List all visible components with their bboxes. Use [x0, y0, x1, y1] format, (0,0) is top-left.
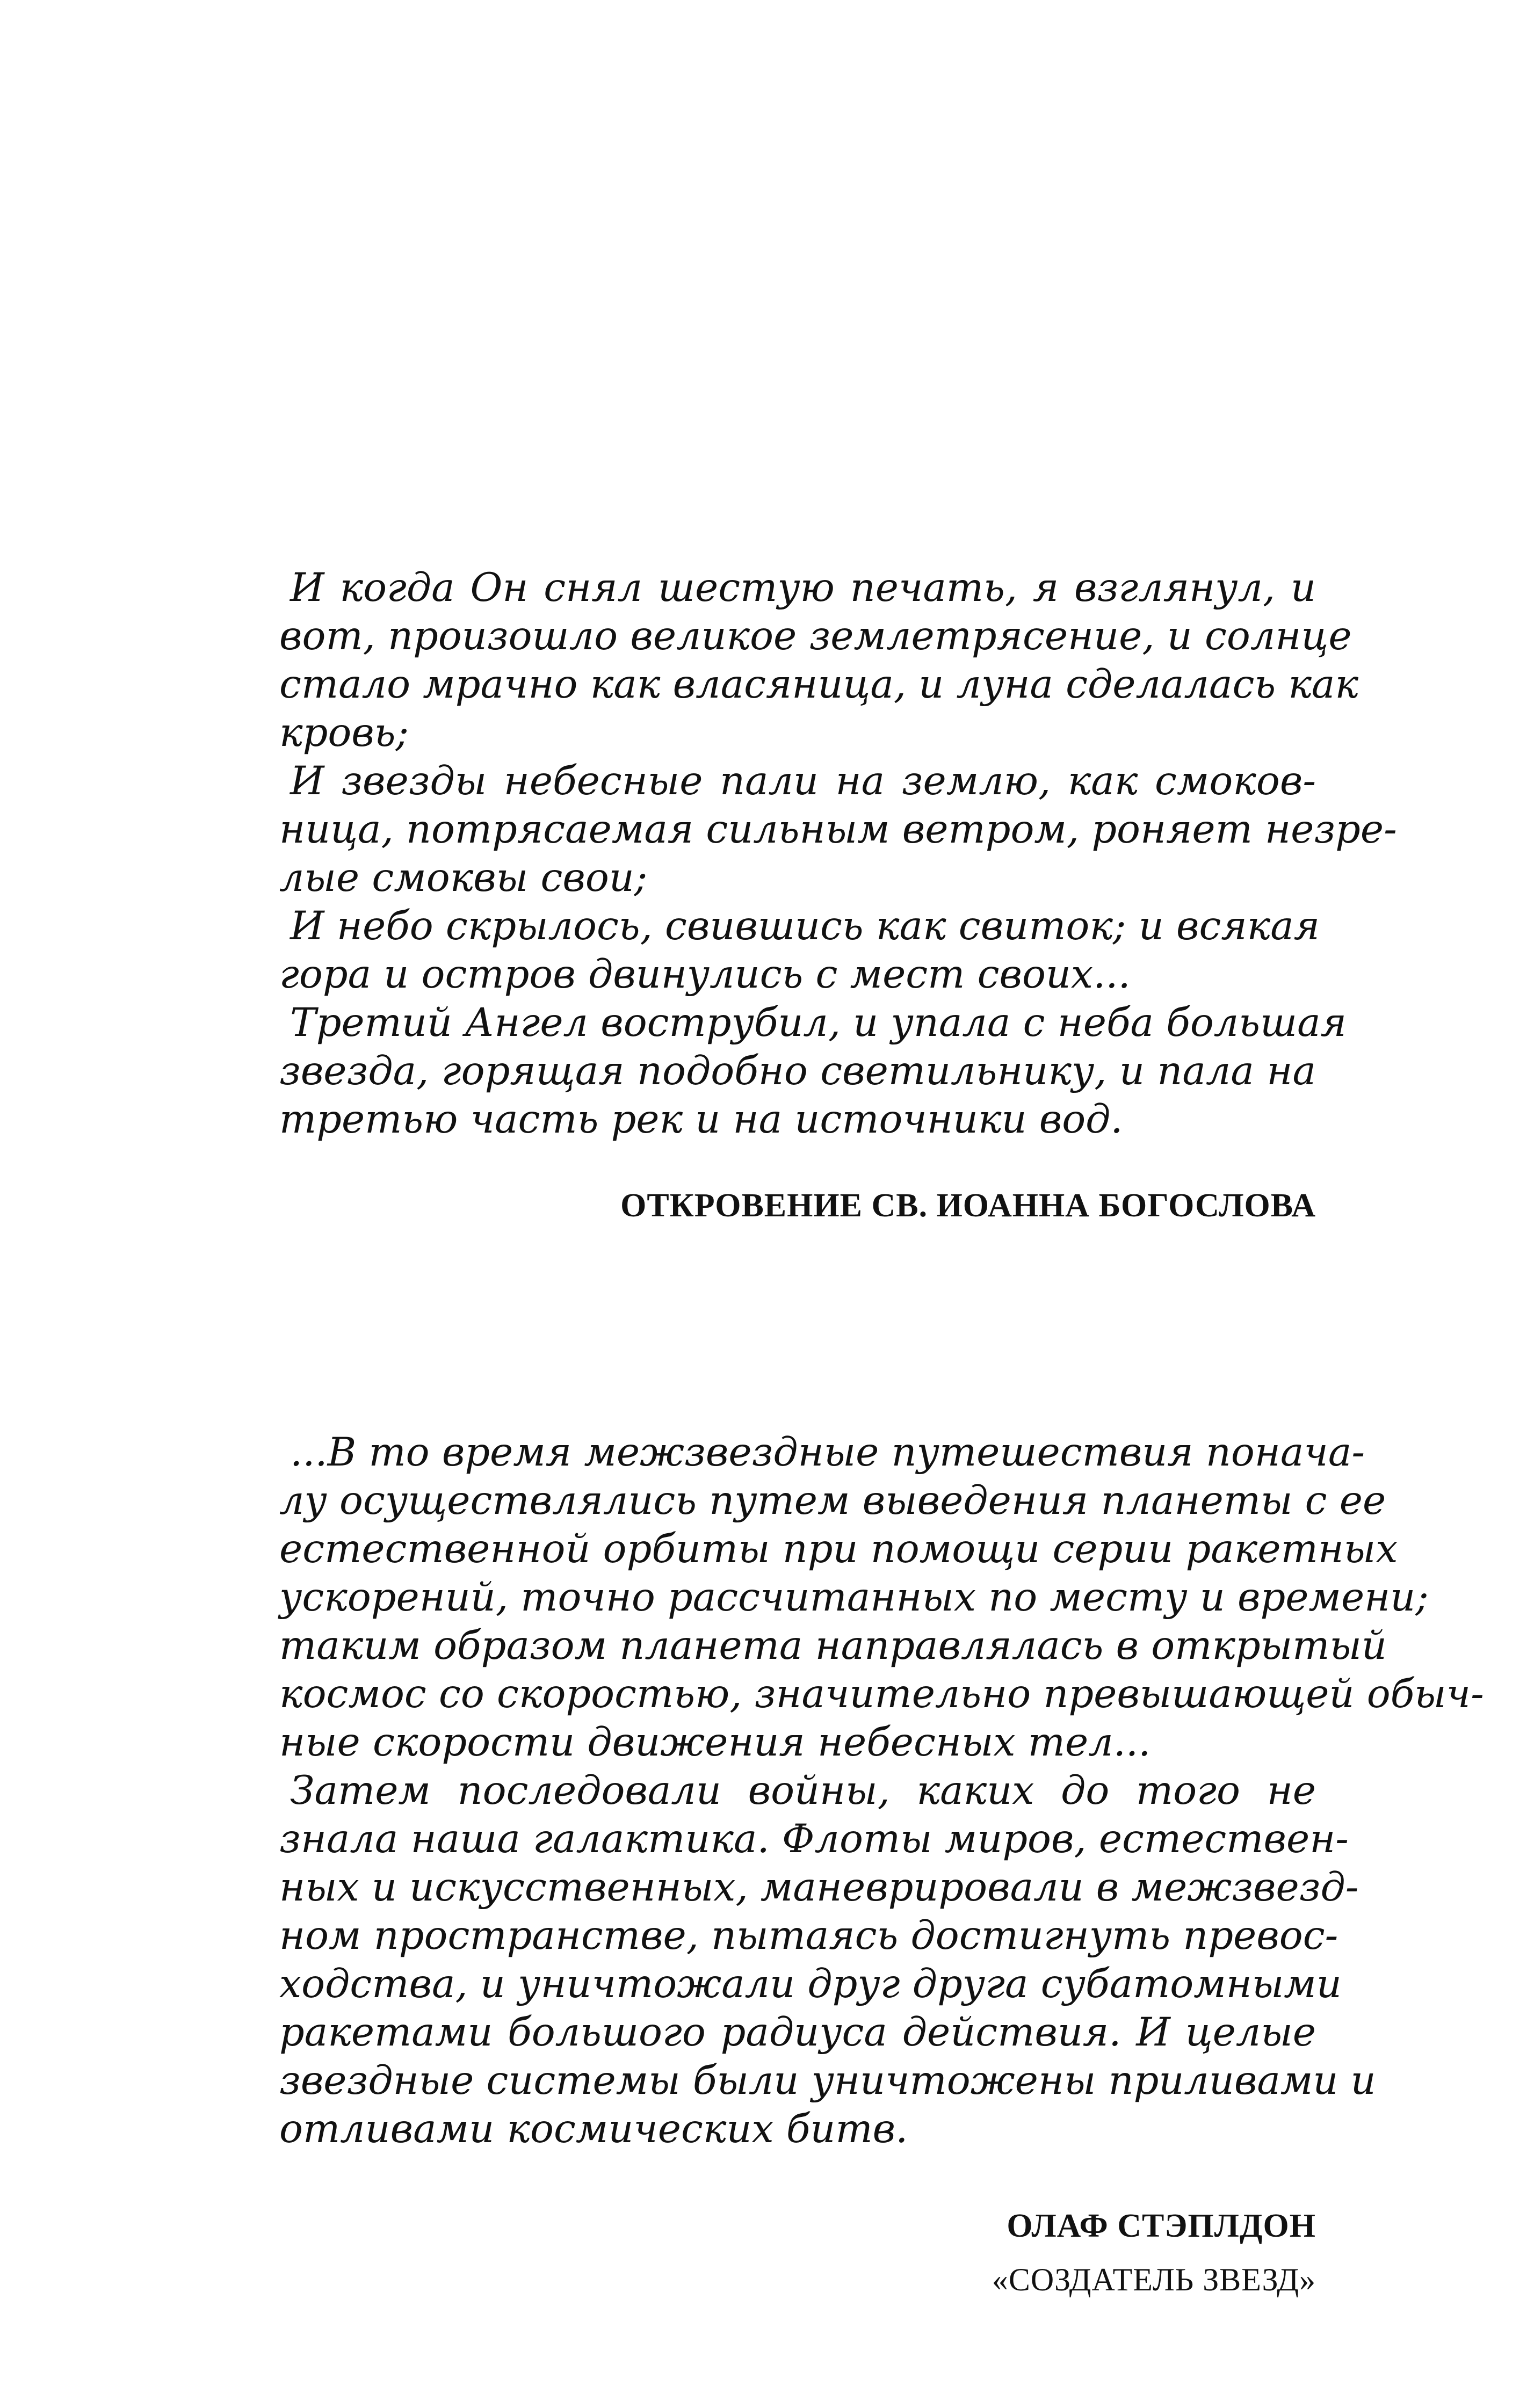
epigraph-line: звезда, горящая подобно светильнику, и пала на — [279, 1048, 1316, 1094]
epigraph-line: ница, потрясаемая сильным ветром, роняет незре- — [279, 807, 1397, 852]
epigraph-line: стало мрачно как власяница, и луна сделалась как — [279, 662, 1359, 707]
epigraph-line: И когда Он снял шестую печать, я взглянул, и — [290, 565, 1316, 611]
epigraph-line: кровь; — [279, 710, 409, 756]
epigraph-line: естественной орбиты при помощи серии ракетных — [279, 1526, 1398, 1572]
epigraph-line: звездные системы были уничтожены приливами и — [279, 2058, 1376, 2104]
epigraph-line: И небо скрылось, свившись как свиток; и всякая — [290, 903, 1320, 949]
epigraph-line: И звезды небесные пали на землю, как смоков- — [290, 758, 1316, 804]
epigraph-line: знала наша галактика. Флоты миров, естествен- — [279, 1816, 1349, 1862]
epigraph-line: ускорений, точно рассчитанных по месту и времени; — [279, 1575, 1429, 1620]
author-name: ОЛАФ СТЭПЛДОН — [1007, 2208, 1316, 2244]
epigraph-line: ходства, и уничтожали друг друга субатомными — [279, 1961, 1342, 2007]
epigraph-attribution-stapledon — [992, 2199, 1316, 2307]
epigraph-line: Затем последовали войны, каких до того не — [290, 1768, 1316, 1814]
epigraph-line: гора и остров двинулись с мест своих... — [279, 952, 1131, 997]
epigraph-attribution: ОТКРОВЕНИЕ СВ. ИОАННА БОГОСЛОВА — [620, 1187, 1316, 1224]
epigraph-line: отливами космических битв. — [279, 2106, 908, 2152]
epigraph-line: вот, произошло великое землетрясение, и солнце — [279, 613, 1352, 659]
epigraph-line: ном пространстве, пытаясь достигнуть превос- — [279, 1913, 1338, 1959]
epigraph-line: ных и искусственных, маневрировали в межзвезд- — [279, 1865, 1359, 1910]
epigraph-line: таким образом планета направлялась в открытый — [279, 1623, 1387, 1669]
epigraph-stapledon — [279, 1428, 1484, 2153]
work-title: «СОЗДАТЕЛЬ ЗВЕЗД» — [992, 2262, 1316, 2297]
epigraph-line: ...В то время межзвездные путешествия понача- — [290, 1430, 1365, 1475]
epigraph-line: лые смоквы свои; — [279, 855, 648, 901]
epigraph-line: космос со скоростью, значительно превышающей обыч- — [279, 1671, 1484, 1717]
epigraph-revelation — [279, 564, 1397, 1144]
epigraph-line: третью часть рек и на источники вод. — [279, 1097, 1123, 1142]
epigraph-line: лу осуществлялись путем выведения планеты с ее — [279, 1478, 1386, 1524]
epigraph-line: ракетами большого радиуса действия. И целые — [279, 2010, 1316, 2055]
epigraph-line: ные скорости движения небесных тел... — [279, 1720, 1151, 1765]
epigraph-line: Третий Ангел вострубил, и упала с неба большая — [290, 1000, 1347, 1046]
